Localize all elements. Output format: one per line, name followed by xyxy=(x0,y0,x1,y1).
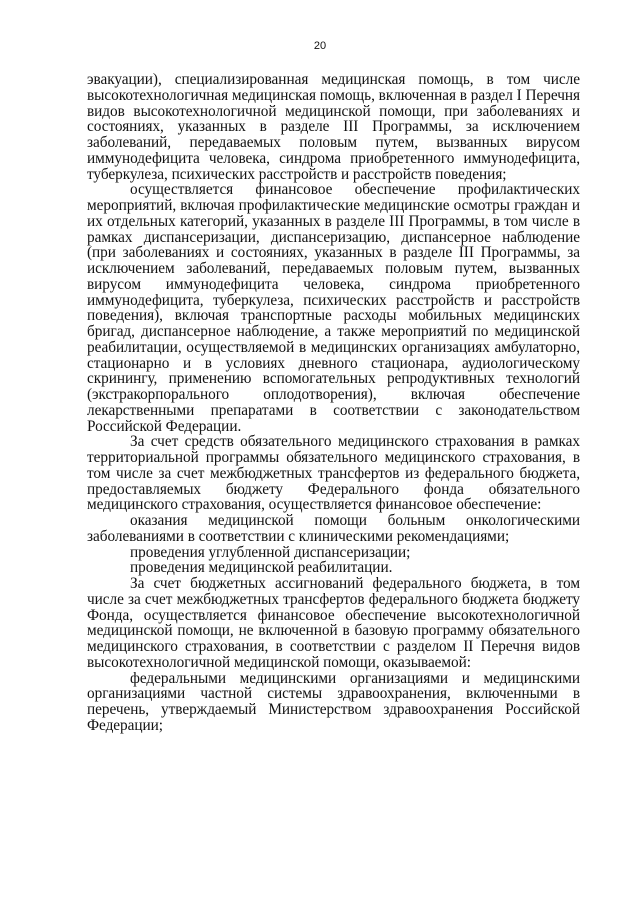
paragraph-oms-funding: За счет средств обязательного медицинского страхования в рамках территориальной программы обязательного медицинского страхования, в том числе за счет межбюджетных трансфертов из федерального бюджета, предоставляемых бюджету Федерального фонда обязательного медицинского страхования, осуществляется финансовое обеспечение: xyxy=(87,433,580,514)
page-number: 20 xyxy=(313,40,327,52)
document-body xyxy=(87,72,580,734)
paragraph-preventive-measures: осуществляется финансовое обеспечение профилактических мероприятий, включая профилактические медицинские осмотры граждан и их отдельных категорий, указанных в разделе III Программы, в том числе в рамках диспансеризации, диспансеризацию, диспансерное наблюдение (при заболеваниях и состояниях, указанных в разделе III Программы, за исключением заболеваний, передаваемых половым путем, вызванных вирусом иммунодефицита человека, синдрома приобретенного иммунодефицита, туберкулеза, психических расстройств и расстройств поведения), включая транспортные расходы мобильных медицинских бригад, диспансерное наблюдение, а также мероприятий по медицинской реабилитации, осуществляемой в медицинских организациях амбулаторно, стационарно и в условиях дневного стационара, аудиологическому скринингу, применению вспомогательных репродуктивных технологий (экстракорпорального оплодотворения), включая обеспечение лекарственными препаратами в соответствии с законодательством Российской Федерации. xyxy=(87,181,580,435)
list-item-in-depth-screening: проведения углубленной диспансеризации; xyxy=(130,543,411,561)
paragraph-federal-budget-funding: За счет бюджетных ассигнований федерального бюджета, в том числе за счет межбюджетных трансфертов федерального бюджета бюджету Фонда, осуществляется финансовое обеспечение высокотехнологичной медицинской помощи, не включенной в базовую программу обязательного медицинского страхования, в соответствии с разделом II Перечня видов высокотехнологичной медицинской помощи, оказываемой: xyxy=(87,575,580,671)
list-item-medical-rehabilitation: проведения медицинской реабилитации. xyxy=(130,559,393,577)
paragraph-federal-organizations: федеральными медицинскими организациями и медицинскими организациями частной системы здравоохранения, включенными в перечень, утверждаемый Министерством здравоохранения Российской Федерации; xyxy=(87,669,580,734)
list-item-oncology-care: оказания медицинской помощи больным онкологическими заболеваниями в соответствии с клиническими рекомендациями; xyxy=(87,512,580,545)
paragraph-evacuation-specialized-care: эвакуации), специализированная медицинская помощь, в том числе высокотехнологичная медицинская помощь, включенная в раздел I Перечня видов высокотехнологичной медицинской помощи, при заболеваниях и состояниях, указанных в разделе III Программы, за исключением заболеваний, передаваемых половым путем, вызванных вирусом иммунодефицита человека, синдрома приобретенного иммунодефицита, туберкулеза, психических расстройств и расстройств поведения; xyxy=(87,71,580,183)
